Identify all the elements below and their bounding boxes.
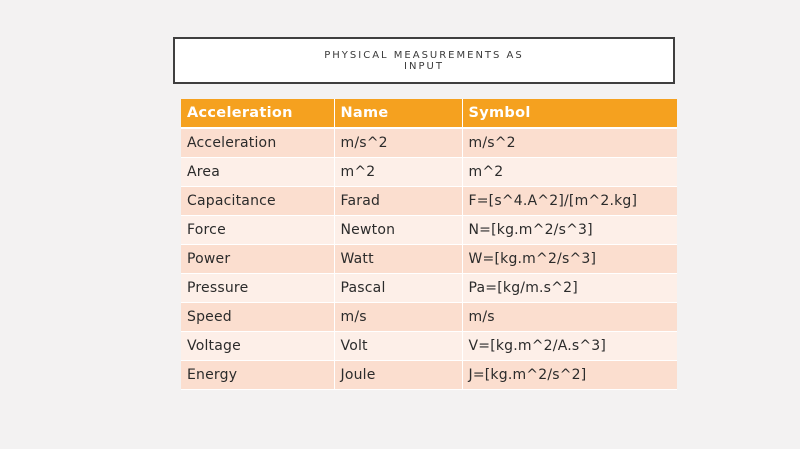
cell-quantity: Acceleration [181,128,334,158]
column-header-name: Name [334,99,462,128]
cell-unit-symbol: m/s^2 [462,128,677,158]
cell-unit-symbol: W=[kg.m^2/s^3] [462,245,677,274]
cell-unit-symbol: Pa=[kg/m.s^2] [462,274,677,303]
table-row [181,303,677,332]
cell-quantity: Pressure [181,274,334,303]
cell-unit-name: Farad [334,187,462,216]
cell-unit-symbol: J=[kg.m^2/s^2] [462,361,677,390]
cell-quantity: Speed [181,303,334,332]
measurements-table-container [181,99,677,390]
cell-unit-symbol: V=[kg.m^2/A.s^3] [462,332,677,361]
cell-unit-name: Joule [334,361,462,390]
cell-unit-symbol: N=[kg.m^2/s^3] [462,216,677,245]
table-row [181,128,677,158]
column-header-symbol: Symbol [462,99,677,128]
table-row [181,216,677,245]
cell-unit-name: Watt [334,245,462,274]
cell-quantity: Energy [181,361,334,390]
cell-unit-symbol: F=[s^4.A^2]/[m^2.kg] [462,187,677,216]
cell-unit-symbol: m/s [462,303,677,332]
cell-quantity: Force [181,216,334,245]
measurements-table [181,99,677,390]
cell-unit-name: Pascal [334,274,462,303]
cell-quantity: Voltage [181,332,334,361]
cell-quantity: Area [181,158,334,187]
table-row [181,245,677,274]
table-row [181,187,677,216]
slide-title-line-2: INPUT [404,60,444,72]
cell-quantity: Power [181,245,334,274]
table-row [181,332,677,361]
table-header-row [181,99,677,128]
column-header-quantity: Acceleration [181,99,334,128]
slide-title-box [173,37,675,84]
table-row [181,274,677,303]
table-row [181,158,677,187]
table-row [181,361,677,390]
cell-unit-name: Newton [334,216,462,245]
cell-unit-name: m/s [334,303,462,332]
cell-unit-symbol: m^2 [462,158,677,187]
cell-unit-name: m^2 [334,158,462,187]
cell-unit-name: m/s^2 [334,128,462,158]
cell-unit-name: Volt [334,332,462,361]
slide-title-line-1: PHYSICAL MEASUREMENTS AS [324,49,524,61]
cell-quantity: Capacitance [181,187,334,216]
